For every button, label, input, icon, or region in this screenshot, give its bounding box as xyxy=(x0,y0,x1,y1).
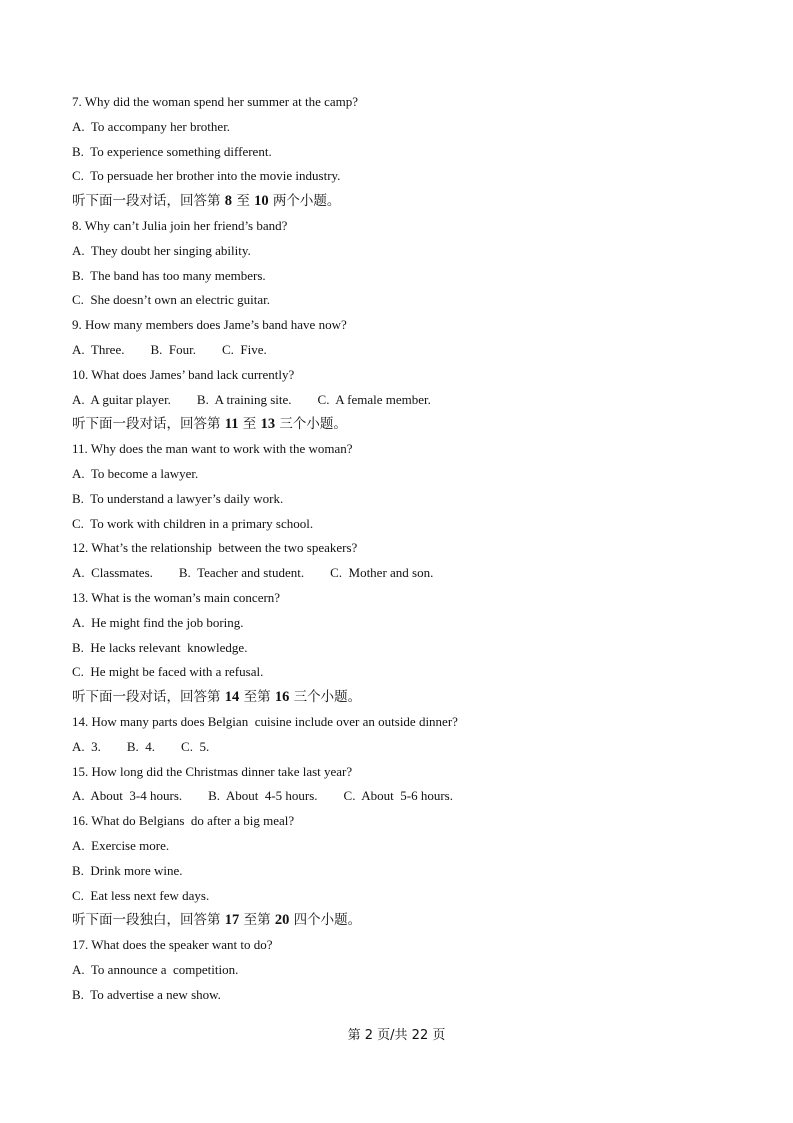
section-heading xyxy=(72,412,752,437)
answer-option: A. A guitar player. B. A training site. C. A female member. xyxy=(72,391,431,407)
answer-option: A. Exercise more. xyxy=(72,837,170,853)
question-text: 14. How many parts does Belgian cuisine include over an outside dinner? xyxy=(72,713,458,729)
section-heading xyxy=(72,685,752,710)
question-text: 8. Why can’t Julia join her friend’s band? xyxy=(72,217,288,233)
question-text: 12. What’s the relationship between the two speakers? xyxy=(72,540,358,556)
question-text: 16. What do Belgians do after a big meal? xyxy=(72,813,295,829)
answer-option: C. To work with children in a primary school. xyxy=(72,515,314,531)
answer-option: B. Drink more wine. xyxy=(72,862,183,878)
heading-text: 至 xyxy=(238,416,261,433)
answer-option: A. He might find the job boring. xyxy=(72,614,244,630)
heading-text: 至第 xyxy=(239,912,275,929)
question-number: 20 xyxy=(274,912,290,929)
answer-option: A. To accompany her brother. xyxy=(72,118,231,134)
answer-option: B. To advertise a new show. xyxy=(72,986,221,1002)
question-number: 17 xyxy=(224,912,240,929)
answer-option: A. About 3-4 hours. B. About 4-5 hours. C. About 5-6 hours. xyxy=(72,788,453,804)
question-list xyxy=(72,90,752,1007)
answer-option: B. To experience something different. xyxy=(72,143,272,159)
answer-option: A. To announce a competition. xyxy=(72,961,239,977)
question-number: 16 xyxy=(274,689,290,706)
section-heading xyxy=(72,908,752,933)
section-heading xyxy=(72,189,752,214)
heading-text: 听下面一段对话，回答第 xyxy=(72,193,225,210)
answer-option: C. Eat less next few days. xyxy=(72,887,210,903)
answer-option: A. Classmates. B. Teacher and student. C. Mother and son. xyxy=(72,565,434,581)
question-text: 7. Why did the woman spend her summer at the camp? xyxy=(72,94,359,109)
question-text: 15. How long did the Christmas dinner take last year? xyxy=(72,763,353,779)
answer-option: B. To understand a lawyer’s daily work. xyxy=(72,490,284,506)
question-number: 10 xyxy=(254,193,269,210)
heading-text: 至 xyxy=(232,193,255,210)
answer-option: C. He might be faced with a refusal. xyxy=(72,664,264,680)
question-text: 10. What does James’ band lack currently? xyxy=(72,366,295,382)
page-footer: 第 2 页/共 22 页 xyxy=(347,1028,446,1043)
answer-option: B. The band has too many members. xyxy=(72,267,266,283)
heading-text: 三个小题。 xyxy=(275,416,347,433)
question-text: 13. What is the woman’s main concern? xyxy=(72,589,281,605)
answer-option: B. He lacks relevant knowledge. xyxy=(72,639,248,655)
answer-option: A. 3. B. 4. C. 5. xyxy=(72,738,210,754)
answer-option: A. Three. B. Four. C. Five. xyxy=(72,341,267,357)
question-number: 11 xyxy=(224,416,239,433)
heading-text: 至第 xyxy=(239,689,275,706)
question-text: 17. What does the speaker want to do? xyxy=(72,937,273,953)
answer-option: A. To become a lawyer. xyxy=(72,465,199,481)
question-number: 14 xyxy=(224,689,240,706)
question-text: 11. Why does the man want to work with the woman? xyxy=(72,441,353,457)
answer-option: C. To persuade her brother into the movie industry. xyxy=(72,168,341,184)
answer-option: C. She doesn’t own an electric guitar. xyxy=(72,292,270,308)
heading-text: 听下面一段独白，回答第 xyxy=(72,912,225,929)
question-number: 13 xyxy=(260,416,276,433)
heading-text: 两个小题。 xyxy=(268,193,341,210)
question-text: 9. How many members does Jame’s band have now? xyxy=(72,317,347,333)
heading-text: 四个小题。 xyxy=(289,912,362,929)
heading-text: 三个小题。 xyxy=(289,689,362,706)
question-number: 8 xyxy=(224,193,233,210)
heading-text: 听下面一段对话，回答第 xyxy=(72,689,225,706)
heading-text: 听下面一段对话，回答第 xyxy=(72,416,225,433)
answer-option: A. They doubt her singing ability. xyxy=(72,242,251,258)
